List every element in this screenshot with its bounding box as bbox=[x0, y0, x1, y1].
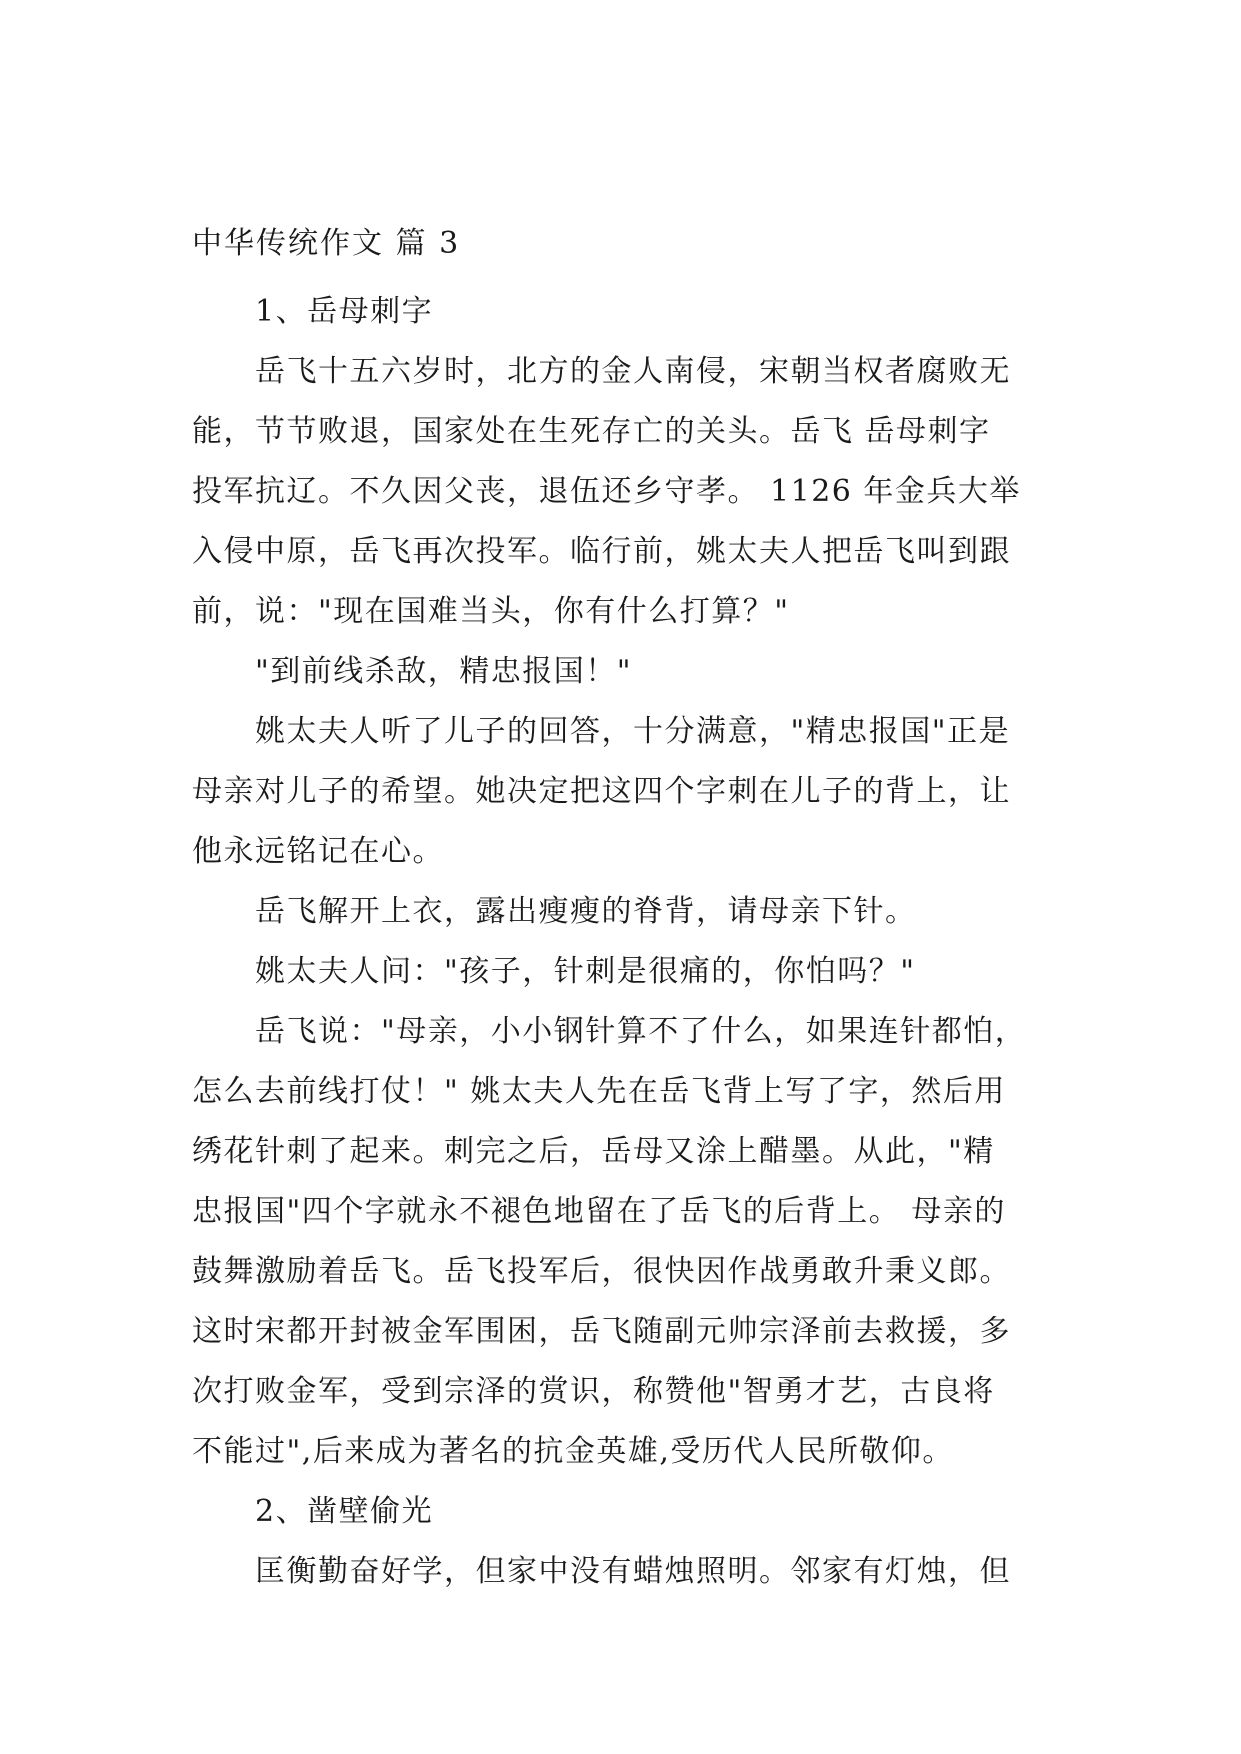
text-line: 绣花针刺了起来。刺完之后，岳母又涂上醋墨。从此，"精 bbox=[192, 1134, 995, 1169]
text-line: 他永远铭记在心。 bbox=[192, 834, 444, 869]
text-line: 母亲对儿子的希望。她决定把这四个字刺在儿子的背上，让 bbox=[192, 774, 1011, 809]
text-line: 姚太夫人问："孩子，针刺是很痛的，你怕吗？" bbox=[255, 954, 916, 989]
text-line: 不能过",后来成为著名的抗金英雄,受历代人民所敬仰。 bbox=[192, 1434, 954, 1469]
text-line: 投军抗辽。不久因父丧，退伍还乡守孝。 1126 年金兵大举 bbox=[192, 474, 1021, 509]
text-line: 能，节节败退，国家处在生死存亡的关头。岳飞 岳母刺字 bbox=[192, 414, 991, 449]
text-line: 这时宋都开封被金军围困，岳飞随副元帅宗泽前去救援，多 bbox=[192, 1314, 1011, 1349]
text-line: 前，说："现在国难当头，你有什么打算？" bbox=[192, 594, 790, 629]
text-line: "到前线杀敌，精忠报国！" bbox=[255, 654, 633, 689]
section-heading-1: 1、岳母刺字 bbox=[255, 294, 434, 329]
document-title: 中华传统作文 篇 3 bbox=[192, 226, 461, 261]
text-line: 岳飞说："母亲，小小钢针算不了什么，如果连针都怕， bbox=[255, 1014, 1027, 1049]
text-line: 忠报国"四个字就永不褪色地留在了岳飞的后背上。 母亲的 bbox=[192, 1194, 1006, 1229]
section-heading-2: 2、凿壁偷光 bbox=[255, 1494, 434, 1529]
document-body bbox=[192, 282, 1052, 1602]
text-line: 怎么去前线打仗！" 姚太夫人先在岳飞背上写了字，然后用 bbox=[192, 1074, 1006, 1109]
document-page bbox=[192, 222, 1052, 1602]
text-line: 入侵中原，岳飞再次投军。临行前，姚太夫人把岳飞叫到跟 bbox=[192, 534, 1011, 569]
text-line: 鼓舞激励着岳飞。岳飞投军后，很快因作战勇敢升秉义郎。 bbox=[192, 1254, 1011, 1289]
text-line: 次打败金军，受到宗泽的赏识，称赞他"智勇才艺，古良将 bbox=[192, 1374, 995, 1409]
text-line: 岳飞解开上衣，露出瘦瘦的脊背，请母亲下针。 bbox=[255, 894, 917, 929]
text-line: 匡衡勤奋好学，但家中没有蜡烛照明。邻家有灯烛，但 bbox=[255, 1554, 1011, 1589]
text-line: 岳飞十五六岁时，北方的金人南侵，宋朝当权者腐败无 bbox=[255, 354, 1011, 389]
text-line: 姚太夫人听了儿子的回答，十分满意，"精忠报国"正是 bbox=[255, 714, 1011, 749]
